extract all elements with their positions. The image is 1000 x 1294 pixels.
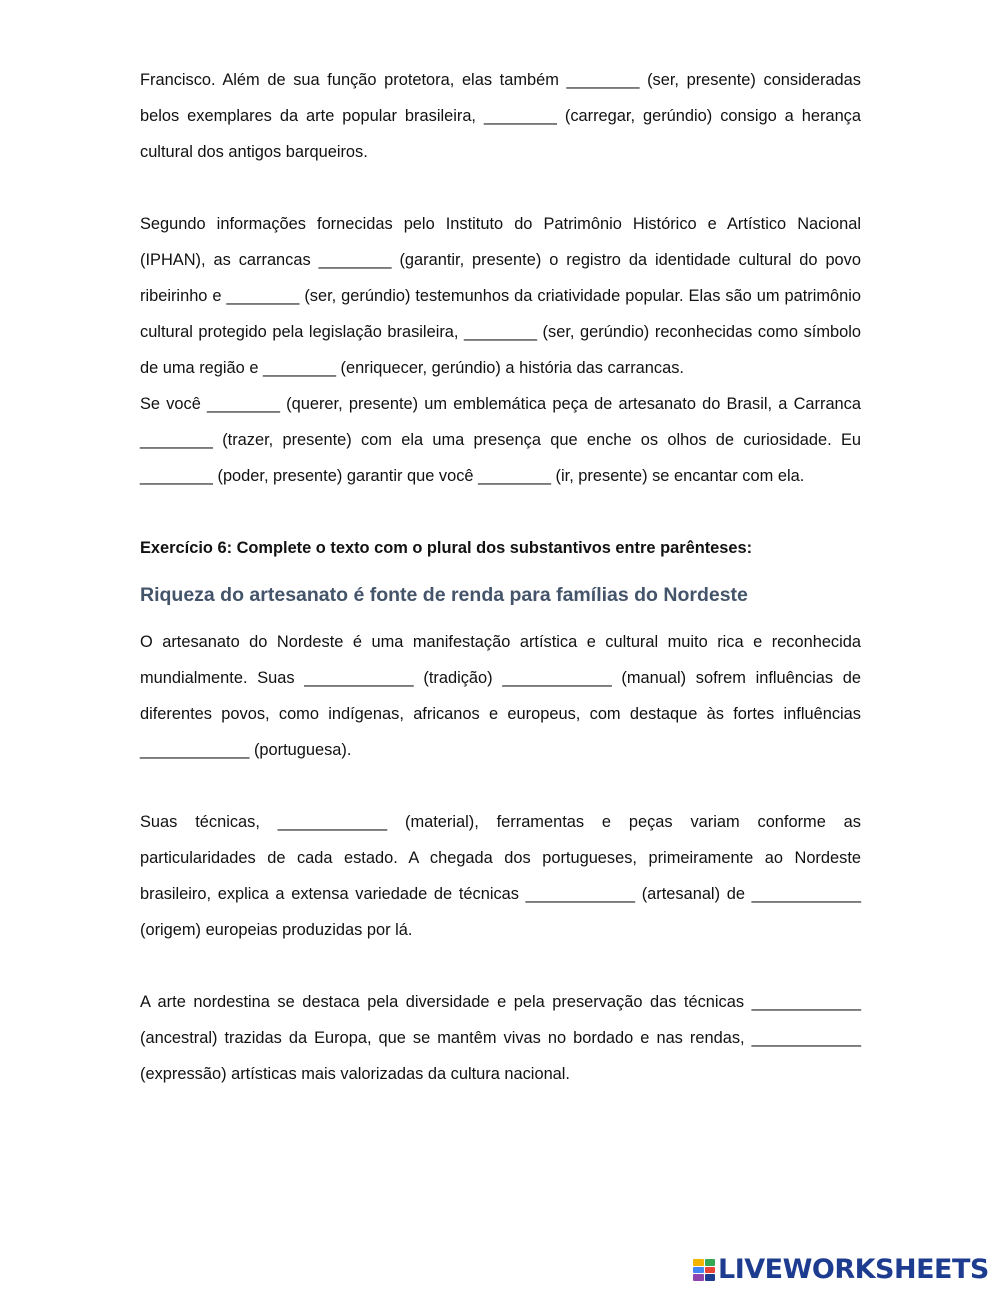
article-heading: Riqueza do artesanato é fonte de renda para famílias do Nordeste — [140, 584, 748, 606]
liveworksheets-logo-icon — [693, 1259, 715, 1281]
logo-square — [693, 1274, 704, 1281]
logo-square — [705, 1274, 716, 1281]
logo-square — [693, 1267, 704, 1274]
paragraph-carrancas-function: Francisco. Além de sua função protetora, elas também ________ (ser, presente) consideradas belos exemplares da arte popular brasileira, ________ (carregar, gerúndio) consigo a herança cultural dos antigos barqueiros. — [140, 71, 861, 161]
paragraph-artesanato-nordeste: O artesanato do Nordeste é uma manifestação artística e cultural muito rica e reconhecida mundialmente. Suas ____________ (tradição) ____________ (manual) sofrem influências de diferentes povos, como indígenas, africanos e europeus, com destaque às fortes influências ____________ (portuguesa). — [140, 633, 861, 759]
logo-square — [705, 1267, 716, 1274]
paragraph-iphan: Segundo informações fornecidas pelo Instituto do Patrimônio Histórico e Artístico Nacional (IPHAN), as carrancas ________ (garantir, presente) o registro da identidade cultural do povo ribeirinho e ________ (ser, gerúndio) testemunhos da criatividade popular. Elas são um patrimônio cultural protegido pela legislação brasileira, ________ (ser, gerúndio) reconhecidas como símbolo de uma região e ________ (enriquecer, gerúndio) a história das carrancas. — [140, 215, 861, 377]
paragraph-spacer — [140, 170, 861, 206]
liveworksheets-logo[interactable] — [693, 1255, 989, 1285]
logo-text: LIVEWORKSHEETS — [718, 1254, 989, 1285]
logo-square — [705, 1259, 716, 1266]
paragraph-spacer — [140, 948, 861, 984]
paragraph-arte-nordestina: A arte nordestina se destaca pela diversidade e pela preservação das técnicas ____________ (ancestral) trazidas da Europa, que se mantêm vivas no bordado e nas rendas, ____________ (expressão) artísticas mais valorizadas da cultura nacional. — [140, 993, 861, 1083]
paragraph-spacer — [140, 494, 861, 530]
exercise-6-instruction: Exercício 6: Complete o texto com o plural dos substantivos entre parênteses: — [140, 539, 753, 557]
paragraph-tecnicas: Suas técnicas, ____________ (material), ferramentas e peças variam conforme as particularidades de cada estado. A chegada dos portugueses, primeiramente ao Nordeste brasileiro, explica a extensa variedade de técnicas ____________ (artesanal) de ____________ (origem) europeias produzidas por lá. — [140, 813, 861, 939]
logo-square — [693, 1259, 704, 1266]
worksheet-page — [140, 62, 861, 1092]
paragraph-spacer — [140, 768, 861, 804]
paragraph-se-voce: Se você ________ (querer, presente) um emblemática peça de artesanato do Brasil, a Carranca ________ (trazer, presente) com ela uma presença que enche os olhos de curiosidade. Eu ________ (poder, presente) garantir que você ________ (ir, presente) se encantar com ela. — [140, 395, 861, 485]
